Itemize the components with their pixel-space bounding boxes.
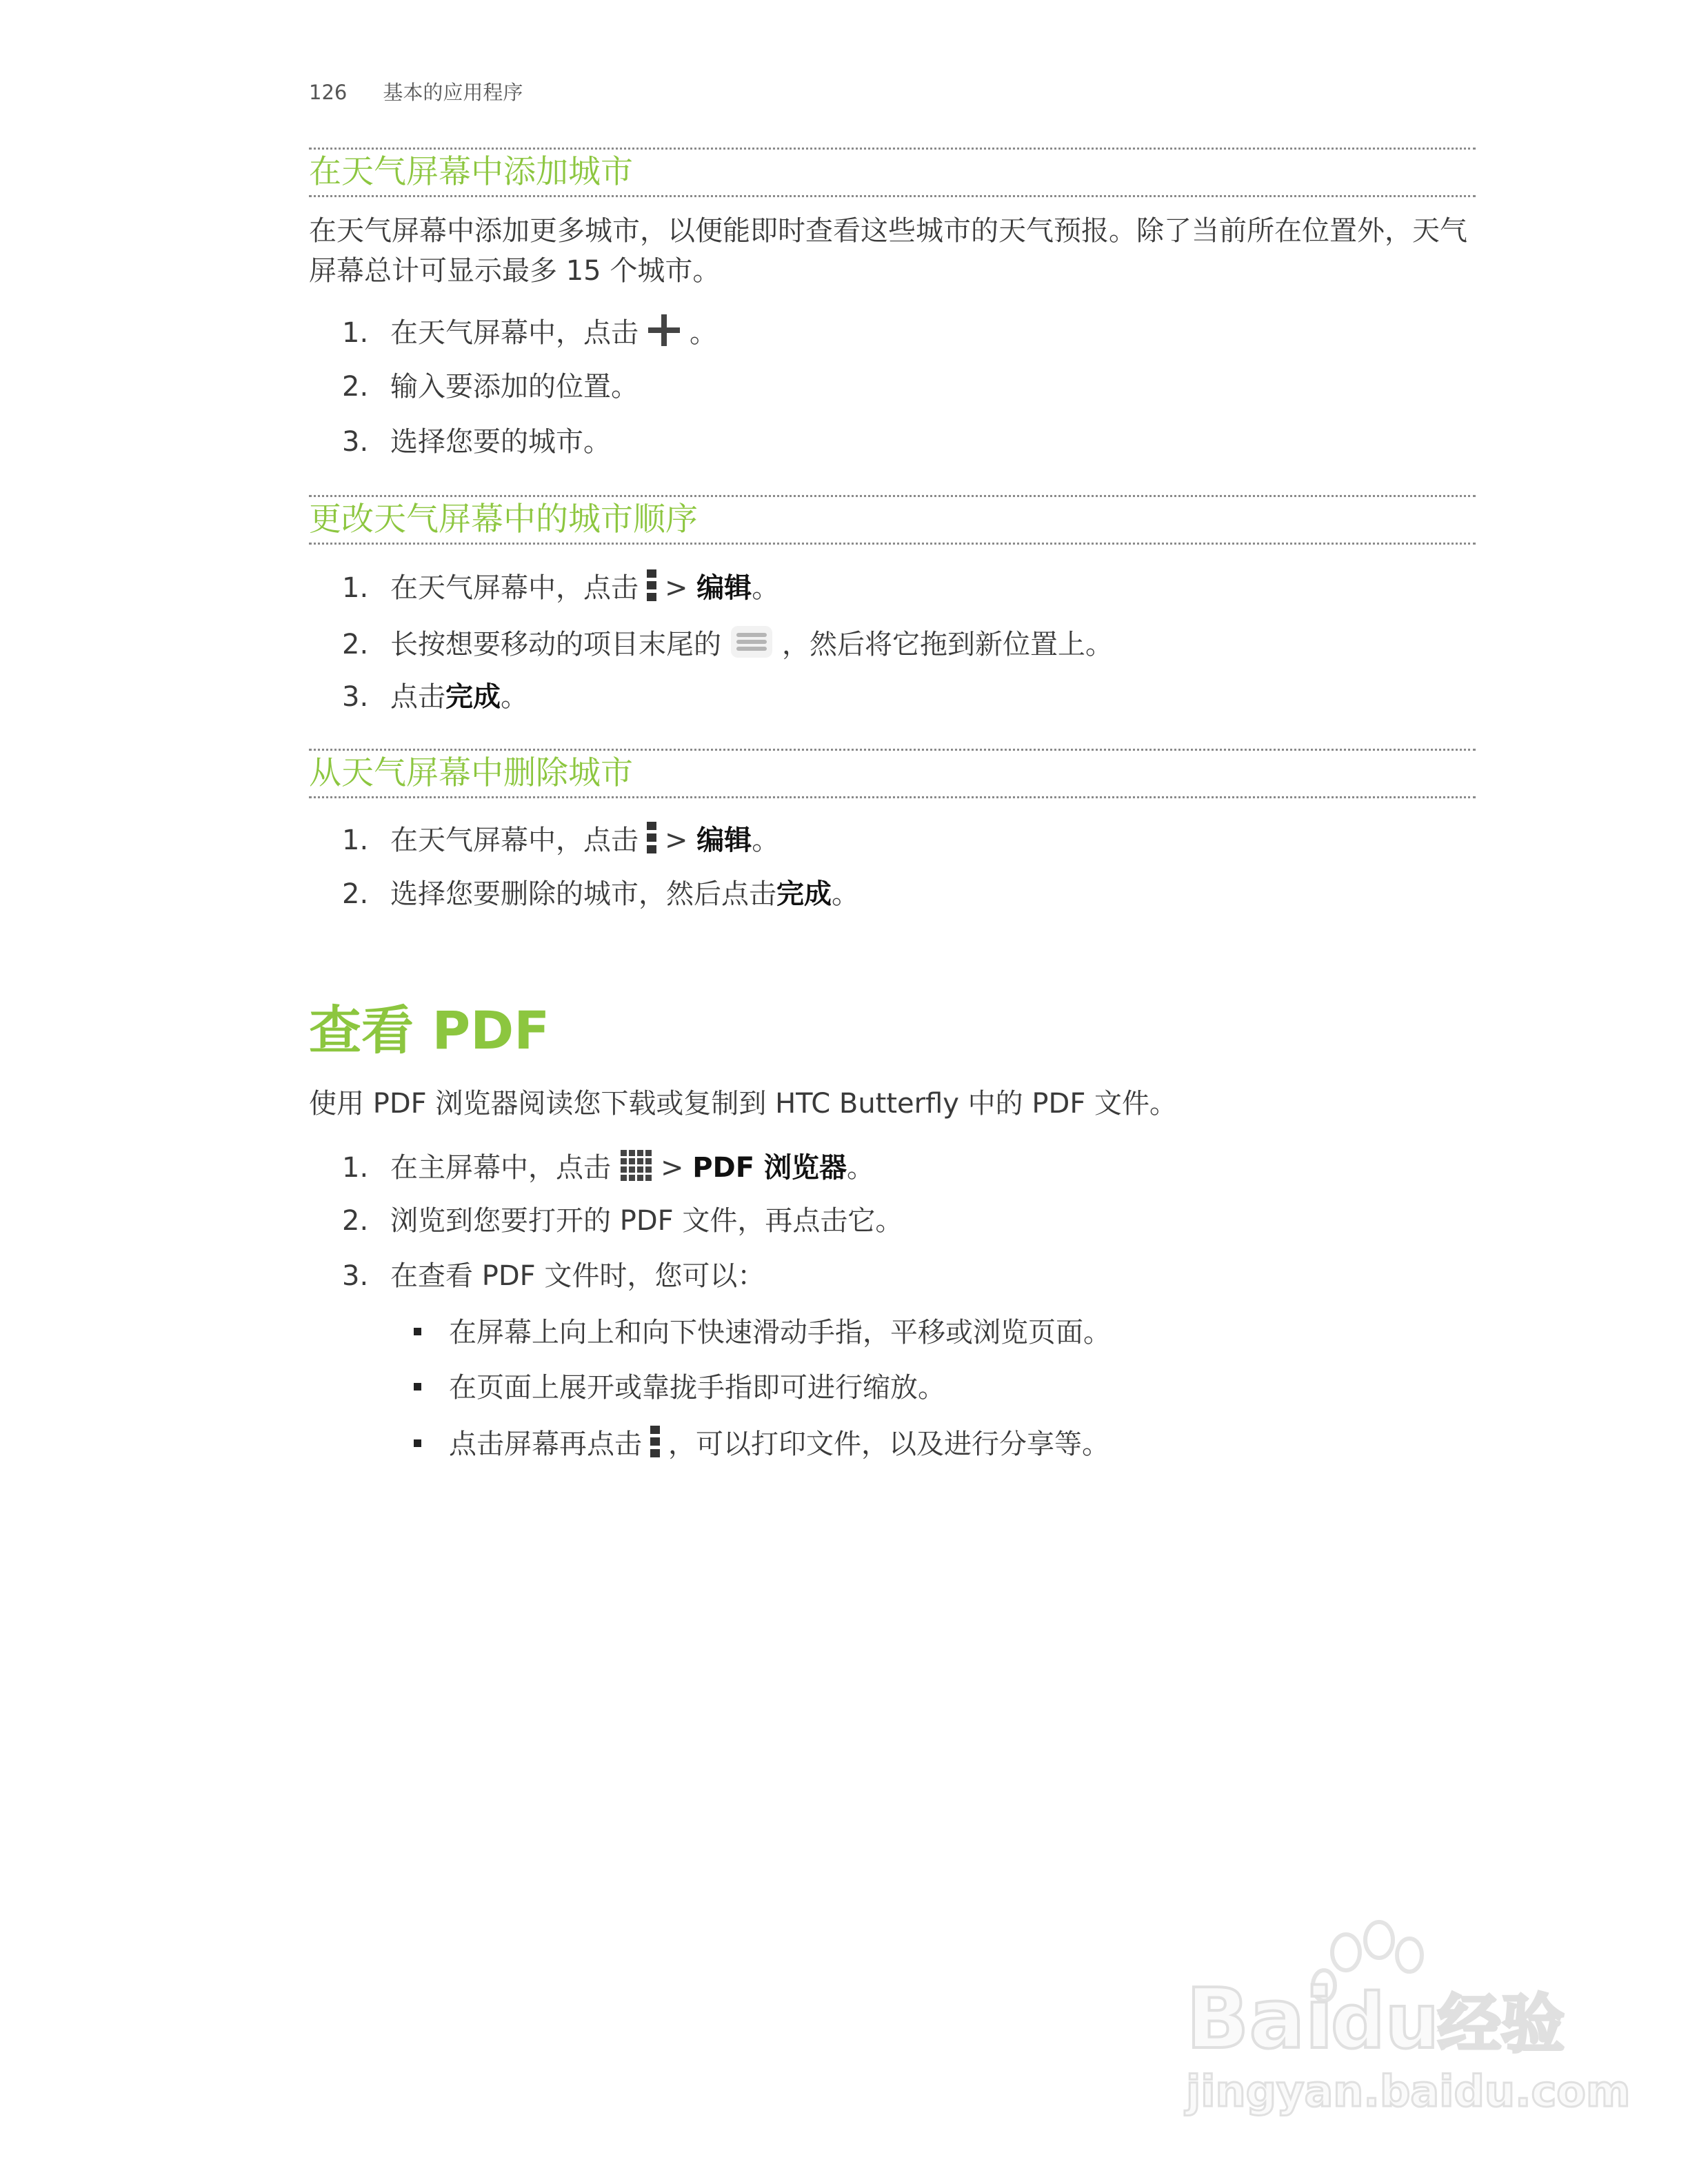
bullet-marker <box>414 1383 421 1391</box>
bullet-item <box>414 1426 1476 1460</box>
step-text: 。 <box>752 572 780 604</box>
pdf-intro: 使用 PDF 浏览器阅读您下载或复制到 HTC Butterfly 中的 PDF 文件。 <box>309 1088 1178 1120</box>
intro-line: 在天气屏幕中添加更多城市，以便能即时查看这些城市的天气预报。除了当前所在位置外，天气 <box>309 215 1467 247</box>
step-number: 1. <box>342 825 369 856</box>
step-text: 在查看 PDF 文件时，您可以： <box>390 1260 765 1292</box>
step-text: 。 <box>832 878 859 910</box>
grid-cell <box>629 1158 635 1164</box>
step-text: 输入要添加的位置。 <box>390 371 639 403</box>
step-text: 。 <box>501 681 528 713</box>
step-number: 2. <box>342 1205 369 1237</box>
plus-icon <box>647 314 681 354</box>
step-text: 在天气屏幕中，点击 <box>390 317 639 349</box>
list-item <box>309 1259 1474 1293</box>
section-heading-reorder-cities: 更改天气屏幕中的城市顺序 <box>309 495 1476 545</box>
grid-cell <box>645 1175 652 1181</box>
list-item <box>309 314 1474 349</box>
page-header <box>309 77 523 105</box>
pdf-heading: 查看 PDF <box>309 1000 550 1061</box>
menu-label: PDF 浏览器 <box>692 1152 847 1184</box>
grid-cell <box>637 1166 643 1173</box>
list-item <box>309 680 1474 714</box>
grid-cell <box>637 1175 643 1181</box>
section-heading-add-city: 在天气屏幕中添加城市 <box>309 148 1476 197</box>
grid-cell <box>629 1175 635 1181</box>
menu-dots-icon <box>647 822 656 862</box>
step-number: 1. <box>342 572 369 604</box>
menu-label: 完成 <box>776 878 832 910</box>
step-text: 点击 <box>390 681 445 713</box>
watermark-text-du: du <box>1331 1977 1440 2065</box>
list-item <box>309 625 1474 659</box>
step-number: 1. <box>342 1152 369 1184</box>
step-text: 在天气屏幕中，点击 <box>390 572 639 604</box>
menu-dots-icon <box>647 569 656 609</box>
step-text: 。 <box>752 825 780 856</box>
step-number: 3. <box>342 681 369 713</box>
step-number: 3. <box>342 1260 369 1292</box>
bullet-marker <box>414 1439 421 1447</box>
bullet-marker <box>414 1328 421 1335</box>
step-text: 浏览到您要打开的 PDF 文件，再点击它。 <box>390 1205 903 1237</box>
step-text: 长按想要移动的项目末尾的 <box>390 629 721 660</box>
step-text: 在天气屏幕中，点击 <box>390 825 639 856</box>
list-item <box>309 569 1474 604</box>
grid-cell <box>645 1166 652 1173</box>
list-item <box>309 370 1474 404</box>
menu-label: 编辑 <box>696 572 752 604</box>
separator: > <box>665 825 688 856</box>
watermark-text-bai: Bai <box>1186 1972 1334 2067</box>
drag-handle-icon <box>730 625 774 667</box>
step-text: 。 <box>847 1152 875 1184</box>
separator: > <box>661 1152 684 1184</box>
step-text: 在主屏幕中，点击 <box>390 1152 611 1184</box>
baidu-watermark <box>1172 1910 1631 2116</box>
bullet-text: 在页面上展开或靠拢手指即可进行缩放。 <box>449 1372 945 1404</box>
step-number: 2. <box>342 629 369 660</box>
menu-label: 编辑 <box>696 825 752 856</box>
baidu-logo-image <box>1172 1910 1631 2116</box>
step-number: 1. <box>342 317 369 349</box>
step-number: 2. <box>342 878 369 910</box>
step-number: 3. <box>342 426 369 458</box>
grid-cell <box>621 1158 627 1164</box>
grid-cell <box>637 1150 643 1156</box>
app-grid-icon <box>619 1149 652 1190</box>
watermark-url: jingyan.baidu.com <box>1186 2066 1631 2116</box>
grid-cell <box>621 1150 627 1156</box>
bullet-text: ，可以打印文件，以及进行分享等。 <box>668 1428 1109 1460</box>
intro-line: 屏幕总计可显示最多 15 个城市。 <box>309 255 721 287</box>
grid-cell <box>629 1166 635 1173</box>
grid-cell <box>621 1166 627 1173</box>
page-number: 126 <box>309 81 348 104</box>
grid-cell <box>637 1158 643 1164</box>
step-number: 2. <box>342 371 369 403</box>
grid-cell <box>621 1175 627 1181</box>
step-text: 选择您要的城市。 <box>390 426 611 458</box>
list-item <box>309 1204 1474 1238</box>
section-heading-delete-city: 从天气屏幕中删除城市 <box>309 749 1476 798</box>
grid-cell <box>645 1150 652 1156</box>
bullet-text: 在屏幕上向上和向下快速滑动手指，平移或浏览页面。 <box>449 1317 1111 1348</box>
grid-cell <box>645 1158 652 1164</box>
menu-dots-icon <box>650 1426 660 1466</box>
chapter-title: 基本的应用程序 <box>383 81 523 104</box>
step-text: ，然后将它拖到新位置上。 <box>782 629 1113 660</box>
menu-label: 完成 <box>445 681 501 713</box>
watermark-text-jingyan: 经验 <box>1438 1988 1565 2061</box>
bullet-item <box>414 1315 1476 1350</box>
section-intro-add-city <box>309 211 1481 291</box>
grid-cell <box>629 1150 635 1156</box>
bullet-item <box>414 1371 1476 1405</box>
list-item <box>309 822 1474 856</box>
list-item <box>309 1149 1474 1183</box>
list-item <box>309 877 1474 911</box>
list-item <box>309 425 1474 459</box>
separator: > <box>665 572 688 604</box>
step-text: 选择您要删除的城市，然后点击 <box>390 878 776 910</box>
step-text: 。 <box>690 317 717 349</box>
bullet-text: 点击屏幕再点击 <box>449 1428 642 1460</box>
